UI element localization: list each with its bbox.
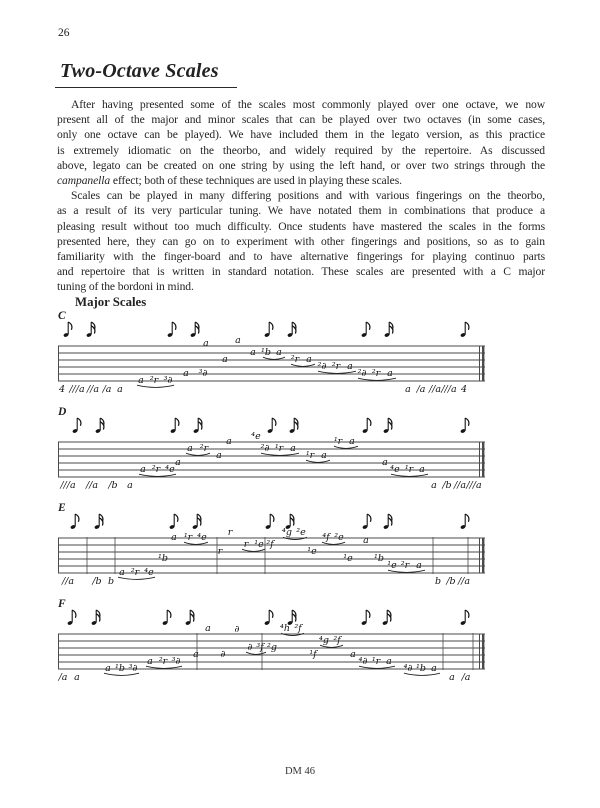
slur	[318, 371, 356, 373]
final-barline	[482, 442, 484, 477]
slur	[118, 577, 155, 579]
tab-note: a	[147, 655, 153, 667]
tab-note: ³∂	[163, 374, 173, 386]
diapason-letter: //a	[86, 383, 100, 395]
diapason-letter: /a	[102, 383, 112, 395]
tab-note: ⁴e	[390, 463, 400, 475]
diapason-letter: /b	[446, 575, 456, 587]
staff-E	[58, 502, 490, 601]
tab-note: a	[175, 456, 181, 468]
tab-note: a	[387, 367, 393, 379]
staff-key-label: F	[58, 598, 66, 610]
tab-note: a	[419, 463, 425, 475]
final-barline	[482, 538, 484, 573]
staff-key-label: D	[58, 406, 67, 418]
slur	[320, 645, 343, 647]
tab-note: ¹f	[309, 648, 317, 660]
slur	[404, 673, 440, 675]
sixteenth-rhythm-flag-icon	[86, 322, 95, 338]
eighth-rhythm-flag-icon	[167, 322, 176, 338]
diapason-letter: b	[107, 575, 115, 587]
diapason-letter: 4	[460, 383, 468, 395]
diapason-letter: /b	[442, 479, 452, 491]
tab-note: ¹e	[307, 545, 317, 557]
sixteenth-rhythm-flag-icon	[91, 610, 100, 626]
eighth-rhythm-flag-icon	[72, 418, 81, 434]
tab-note: ¹b	[158, 552, 168, 564]
paragraph-2-line: and repertoire that is written in standard notation. These scales are presented with a C major	[57, 265, 545, 279]
sixteenth-rhythm-flag-icon	[95, 418, 104, 434]
eighth-rhythm-flag-icon	[170, 418, 179, 434]
staff-graphic	[58, 313, 490, 409]
italic-term: campanella	[57, 174, 111, 188]
tab-note: ²r	[149, 374, 159, 386]
eighth-rhythm-flag-icon	[169, 514, 178, 530]
tab-note: ³∂	[198, 367, 208, 379]
slur	[146, 666, 182, 668]
tab-note: ⁴e	[251, 430, 261, 442]
tab-note: a	[321, 449, 327, 461]
tab-note: ¹b	[374, 552, 384, 564]
tab-note: ¹r	[274, 442, 284, 454]
slur	[184, 542, 208, 544]
eighth-rhythm-flag-icon	[460, 322, 469, 338]
tab-note: a	[306, 353, 312, 365]
eighth-rhythm-flag-icon	[63, 322, 72, 338]
diapason-letter: a	[74, 671, 80, 683]
tab-note: a	[193, 648, 199, 660]
staff-key-label: C	[58, 310, 66, 322]
tab-note: ⁴g	[319, 634, 329, 646]
paragraph-1-line: present all of the major and minor scales that can be played over two octaves (in some cases,	[57, 113, 545, 127]
tab-note: ²e	[296, 526, 306, 538]
tab-note: ⁴f	[322, 531, 330, 543]
tab-note: ²g	[267, 641, 277, 653]
tab-note: a	[250, 346, 256, 358]
tab-note: ¹r	[333, 435, 343, 447]
tab-note: ²f	[266, 538, 274, 550]
slur	[139, 474, 176, 476]
tab-note: ¹e	[343, 552, 353, 564]
tab-note: ²e	[334, 531, 344, 543]
diapason-letter: a	[431, 479, 437, 491]
sixteenth-rhythm-flag-icon	[287, 322, 296, 338]
tab-note: a	[171, 531, 177, 543]
tab-note: ²r	[130, 566, 140, 578]
eighth-rhythm-flag-icon	[361, 322, 370, 338]
diapason-letter: a	[405, 383, 411, 395]
tab-note: a	[416, 559, 422, 571]
staff-C	[58, 310, 490, 409]
staff-graphic	[58, 409, 490, 505]
tab-note: ²f	[294, 622, 302, 634]
sixteenth-rhythm-flag-icon	[383, 418, 392, 434]
slur	[263, 357, 285, 359]
diapason-letter: /a	[58, 671, 68, 683]
tab-note: a	[350, 648, 356, 660]
tab-note: ²∂	[260, 442, 270, 454]
tab-note: a	[276, 346, 282, 358]
page-title: Two-Octave Scales	[55, 60, 237, 88]
tab-note: ¹r	[371, 655, 381, 667]
staff-graphic	[58, 505, 490, 601]
sixteenth-rhythm-flag-icon	[289, 418, 298, 434]
tab-note: ∂	[234, 624, 240, 635]
sixteenth-rhythm-flag-icon	[190, 322, 199, 338]
tab-note: ¹b	[115, 662, 125, 674]
tab-note: ¹r	[305, 449, 315, 461]
diapason-letter: //a	[457, 575, 471, 587]
tab-note: a	[119, 566, 125, 578]
sixteenth-rhythm-flag-icon	[193, 418, 202, 434]
tab-note: ²r	[199, 442, 209, 454]
diapason-letter: //a	[453, 479, 467, 491]
diapason-letter: 4	[58, 383, 66, 395]
tab-note: ⁴∂	[358, 655, 368, 667]
final-barline	[482, 346, 484, 381]
tab-note: a	[235, 334, 241, 346]
staff-F	[58, 598, 490, 697]
paragraph-2-line: familiarity with the finger-board and to have alternative fingerings for playing continuo parts	[57, 250, 545, 264]
diapason-letter: a	[117, 383, 123, 395]
slur	[359, 666, 395, 668]
tab-note: a	[183, 367, 189, 379]
tab-note: ⁴∂	[403, 662, 413, 674]
tab-note: ²∂	[317, 360, 327, 372]
tab-note: a	[222, 353, 228, 365]
diapason-letter: //a	[85, 479, 99, 491]
slur	[306, 460, 330, 462]
paragraph-2-line: presented here, they can go on to experiment with other fingerings and positions, so as to gain	[57, 234, 545, 248]
tab-note: a	[386, 655, 392, 667]
diapason-letter: ///a	[441, 383, 457, 395]
tab-note: ⁴g	[282, 526, 292, 538]
paragraph-1-line: campanella effect; both of these techniques are used in playing these scales.	[57, 174, 402, 188]
diapason-letter: a	[127, 479, 133, 491]
paragraph-1-line: above, legato can be created on one string by using the left hand, or over two strings through the	[57, 158, 545, 172]
diapason-letter: ///a	[60, 479, 76, 491]
staff-D	[58, 406, 490, 505]
tab-note: r	[227, 526, 233, 538]
tab-note: ⁴e	[197, 531, 207, 543]
slur	[291, 364, 315, 366]
tab-note: ¹r	[404, 463, 414, 475]
tab-note: r	[243, 538, 249, 550]
tab-note: ¹b	[416, 662, 426, 674]
slur	[358, 378, 396, 380]
tab-note: ¹b	[261, 346, 271, 358]
tab-note: ¹r	[183, 531, 193, 543]
paragraph-1-line: only one octave can be played). We have included them in the legato version, as this practice	[57, 128, 545, 142]
slur	[186, 453, 210, 455]
slur	[334, 446, 358, 448]
paragraph-2-line: pleasing result without too much difficulty. Once students have mastered the scales in the forms	[57, 219, 545, 233]
tab-note: ⁴e	[165, 463, 175, 475]
tab-note: a	[105, 662, 111, 674]
tab-note: ²r	[331, 360, 341, 372]
slur	[391, 474, 428, 476]
tab-note: ²r	[371, 367, 381, 379]
slur	[322, 542, 345, 544]
tab-note: ∂	[247, 641, 253, 653]
eighth-rhythm-flag-icon	[361, 610, 370, 626]
slur	[137, 385, 174, 387]
body-text	[57, 97, 545, 295]
diapason-letter: //a	[428, 383, 442, 395]
tab-note: ⁴e	[144, 566, 154, 578]
tab-note: ∂	[220, 648, 226, 660]
tab-note: a	[138, 374, 144, 386]
eighth-rhythm-flag-icon	[460, 514, 469, 530]
eighth-rhythm-flag-icon	[70, 514, 79, 530]
tablature-staves	[58, 310, 492, 705]
sixteenth-rhythm-flag-icon	[384, 322, 393, 338]
tab-note: ³∂	[128, 662, 138, 674]
diapason-letter: ///a	[69, 383, 85, 395]
paragraph-1-line: is extremely idiomatic on the theorbo, and widely required by the repertoire. As discussed	[57, 143, 545, 157]
eighth-rhythm-flag-icon	[67, 610, 76, 626]
tab-note: ³∂	[171, 655, 181, 667]
staff-key-label: E	[58, 502, 66, 514]
tab-note: a	[216, 449, 222, 461]
tab-note: a	[347, 360, 353, 372]
tab-note: ³f	[256, 641, 264, 653]
eighth-rhythm-flag-icon	[460, 610, 469, 626]
diapason-letter: ///a	[466, 479, 482, 491]
diapason-letter: /b	[92, 575, 102, 587]
eighth-rhythm-flag-icon	[162, 610, 171, 626]
sixteenth-rhythm-flag-icon	[94, 514, 103, 530]
tab-note: ²r	[151, 463, 161, 475]
tab-note: r	[217, 545, 223, 557]
slur	[261, 453, 299, 455]
eighth-rhythm-flag-icon	[264, 322, 273, 338]
tab-note: a	[203, 338, 209, 350]
paragraph-2-line: as a result of its very particular tuning. We have notated them in combinations that produce a	[57, 204, 545, 218]
eighth-rhythm-flag-icon	[267, 418, 276, 434]
diapason-letter: //a	[61, 575, 75, 587]
slur	[104, 673, 139, 675]
tab-note: ⁴h	[280, 622, 290, 634]
footer-plate-number: DM 46	[284, 766, 316, 777]
tab-note: a	[349, 435, 355, 447]
tab-note: a	[205, 622, 211, 634]
paragraph-2-line: tuning of the bordoni in mind.	[57, 280, 194, 294]
slur	[242, 549, 265, 551]
diapason-letter: /a	[461, 671, 471, 683]
diapason-letter: /b	[108, 479, 118, 491]
tab-note: a	[226, 435, 232, 447]
sixteenth-rhythm-flag-icon	[192, 514, 201, 530]
slur	[388, 570, 425, 572]
paragraph-2-line: Scales can be played in many differing positions and with various fingerings on the theorbo,	[71, 189, 545, 203]
eighth-rhythm-flag-icon	[362, 514, 371, 530]
tab-note: a	[187, 442, 193, 454]
tab-note: ²∂	[357, 367, 367, 379]
sixteenth-rhythm-flag-icon	[382, 610, 391, 626]
page-number: 26	[58, 27, 70, 39]
tab-note: ²r	[290, 353, 300, 365]
eighth-rhythm-flag-icon	[265, 514, 274, 530]
diapason-letter: /a	[416, 383, 426, 395]
eighth-rhythm-flag-icon	[362, 418, 371, 434]
diapason-letter: a	[449, 671, 455, 683]
eighth-rhythm-flag-icon	[264, 610, 273, 626]
tab-note: a	[363, 535, 369, 546]
paragraph-1-line: After having presented some of the scales most commonly played over one octave, we now	[71, 98, 545, 111]
tab-note: ²f	[333, 634, 341, 646]
final-barline	[482, 634, 484, 669]
tab-note: ²r	[158, 655, 168, 667]
tab-note: ²r	[400, 559, 410, 571]
tab-note: a	[431, 662, 437, 674]
tab-note: a	[140, 463, 146, 475]
slur	[246, 652, 266, 654]
eighth-rhythm-flag-icon	[460, 418, 469, 434]
tab-note: a	[290, 442, 296, 454]
tab-note: a	[382, 456, 388, 468]
tab-note: ¹e	[387, 559, 397, 571]
sixteenth-rhythm-flag-icon	[383, 514, 392, 530]
section-heading: Major Scales	[75, 295, 147, 309]
diapason-letter: b	[434, 575, 442, 587]
tab-note: ¹e	[254, 538, 264, 550]
sixteenth-rhythm-flag-icon	[185, 610, 194, 626]
